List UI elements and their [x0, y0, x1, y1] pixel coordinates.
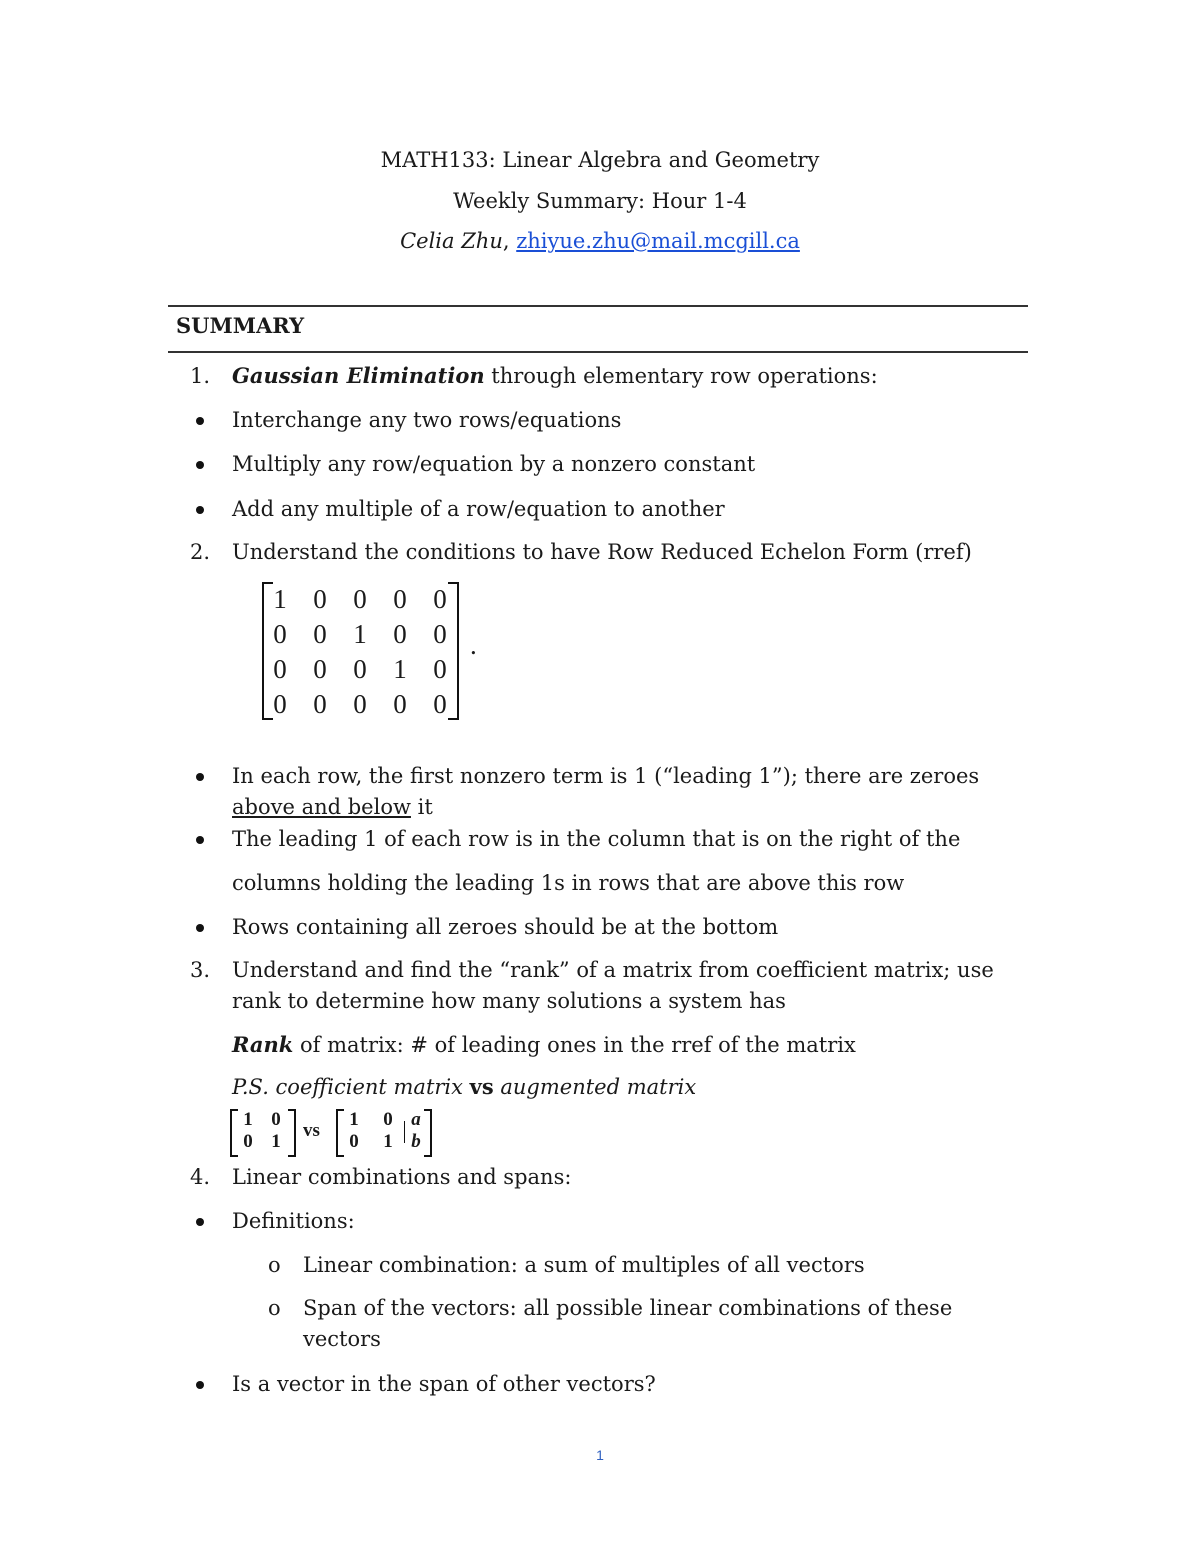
sub-bullet-linear-combination: Linear combination: a sum of multiples of all vectors — [303, 1253, 865, 1277]
aug-cell: a — [411, 1109, 421, 1130]
item-4-text: Linear combinations and spans: — [232, 1165, 572, 1189]
matrix-cell: 0 — [433, 584, 447, 614]
matrix-cell: 0 — [393, 689, 407, 719]
weekly-subtitle: Weekly Summary: Hour 1-4 — [453, 189, 747, 213]
rank-term: Rank — [232, 1032, 294, 1057]
coef-cell: 1 — [271, 1131, 281, 1152]
matrix-cell: 1 — [273, 584, 287, 614]
item-4-number: 4. — [190, 1165, 211, 1189]
coef-vs-aug-matrices — [228, 1106, 448, 1158]
item-1-text: Gaussian Elimination through elementary row operations: — [232, 363, 878, 388]
aug-cell: 0 — [383, 1109, 393, 1130]
matrix-cell: 0 — [393, 619, 407, 649]
matrix-cell: 1 — [353, 619, 367, 649]
item-2-text: Understand the conditions to have Row Reduced Echelon Form (rref) — [232, 540, 972, 564]
aug-right-bracket — [424, 1109, 432, 1157]
sub-bullet-marker: o — [268, 1296, 281, 1320]
course-title: MATH133: Linear Algebra and Geometry — [380, 148, 820, 172]
matrix-period: . — [470, 630, 477, 660]
bullet-right-column-l2: columns holding the leading 1s in rows that are above this row — [232, 871, 905, 895]
rank-definition: Rank of matrix: # of leading ones in the rref of the matrix — [232, 1032, 856, 1057]
bullet-leading-one-l2: above and below it — [232, 795, 433, 819]
sub-bullet-marker: o — [268, 1253, 281, 1277]
aug-cell: 1 — [349, 1109, 359, 1130]
bullet-icon — [196, 461, 204, 469]
matrix-cell: 0 — [353, 654, 367, 684]
coef-cell: 0 — [243, 1131, 253, 1152]
bullet-span-question: Is a vector in the span of other vectors? — [232, 1372, 656, 1396]
matrix-cell: 0 — [393, 584, 407, 614]
author-separator: , — [502, 229, 517, 253]
matrix-cell: 0 — [433, 654, 447, 684]
bullet-add: Add any multiple of a row/equation to another — [232, 497, 725, 521]
bullet-icon — [196, 924, 204, 932]
sub-bullet-span-l2: vectors — [303, 1327, 381, 1351]
matrix-cell: 0 — [273, 619, 287, 649]
item-3-line1: Understand and find the “rank” of a matrix from coefficient matrix; use — [232, 958, 994, 982]
item-2-number: 2. — [190, 540, 211, 564]
bullet-right-column-l1: The leading 1 of each row is in the column that is on the right of the — [232, 827, 961, 851]
aug-left-bracket — [336, 1109, 344, 1157]
bullet-zero-rows: Rows containing all zeroes should be at the bottom — [232, 915, 779, 939]
coef-right-bracket — [288, 1109, 296, 1157]
author-line — [0, 227, 1200, 255]
matrix-cell: 0 — [313, 584, 327, 614]
matrix-cell: 1 — [393, 654, 407, 684]
item-3-number: 3. — [190, 958, 211, 982]
ps-note: P.S. coefficient matrix vs augmented matrix — [232, 1074, 697, 1099]
bullet-icon — [196, 417, 204, 425]
bullet-icon — [196, 773, 204, 781]
bullet-multiply: Multiply any row/equation by a nonzero constant — [232, 452, 756, 476]
item-3-line2: rank to determine how many solutions a system has — [232, 989, 786, 1013]
bullet-definitions: Definitions: — [232, 1209, 355, 1233]
matrix-cell: 0 — [433, 619, 447, 649]
page-number: 1 — [596, 1447, 604, 1463]
bullet-icon — [196, 836, 204, 844]
underlined-above-below: above and below — [232, 795, 411, 819]
item-1-number: 1. — [190, 364, 211, 388]
section-title: SUMMARY — [176, 313, 305, 338]
matrix-cell: 0 — [313, 619, 327, 649]
vs-label: vs — [303, 1120, 320, 1141]
matrix-cell: 0 — [313, 654, 327, 684]
bullet-leading-one-l1: In each row, the first nonzero term is 1 (“leading 1”); there are zeroes — [232, 764, 980, 788]
sub-bullet-span-l1: Span of the vectors: all possible linear combinations of these — [303, 1296, 953, 1320]
coef-cell: 0 — [271, 1109, 281, 1130]
bullet-icon — [196, 506, 204, 514]
matrix-cell: 0 — [313, 689, 327, 719]
aug-cell: 0 — [349, 1131, 359, 1152]
author-email-link[interactable]: zhiyue.zhu@mail.mcgill.ca — [516, 229, 800, 253]
top-rule — [168, 305, 1028, 307]
bottom-rule — [168, 351, 1028, 353]
bullet-interchange: Interchange any two rows/equations — [232, 408, 622, 432]
matrix-cell: 0 — [273, 654, 287, 684]
author-name: Celia Zhu — [400, 229, 503, 253]
matrix-cell: 0 — [353, 689, 367, 719]
item-1-term: Gaussian Elimination — [232, 363, 485, 388]
aug-cell: b — [411, 1131, 421, 1152]
rref-matrix — [258, 578, 477, 720]
matrix-cell: 0 — [433, 689, 447, 719]
bullet-icon — [196, 1381, 204, 1389]
aug-cell: 1 — [383, 1131, 393, 1152]
coef-left-bracket — [230, 1109, 238, 1157]
matrix-cell: 0 — [273, 689, 287, 719]
matrix-cell: 0 — [353, 584, 367, 614]
bullet-icon — [196, 1218, 204, 1226]
aug-divider — [404, 1121, 405, 1143]
coef-cell: 1 — [243, 1109, 253, 1130]
